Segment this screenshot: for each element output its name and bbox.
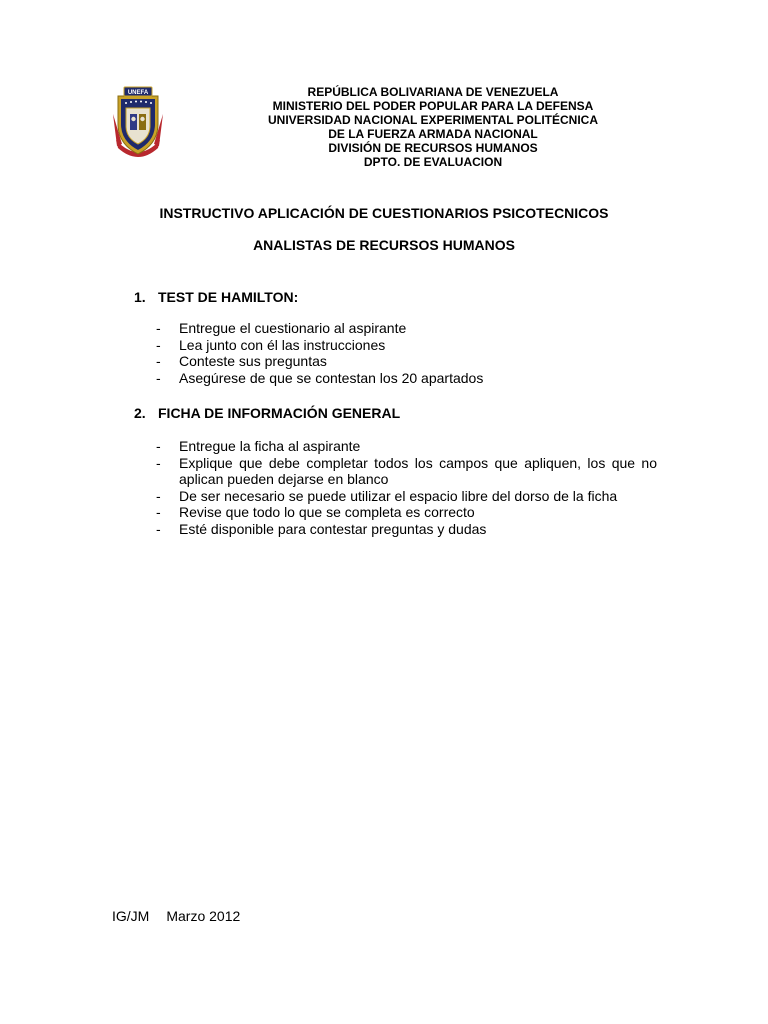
- bullet-dash: -: [156, 520, 161, 537]
- list-item-text: Entregue la ficha al aspirante: [179, 438, 361, 454]
- document-title: INSTRUCTIVO APLICACIÓN DE CUESTIONARIOS PSICOTECNICOS: [159, 205, 609, 221]
- section-title: FICHA DE INFORMACIÓN GENERAL: [158, 405, 401, 421]
- list-item-text: Esté disponible para contestar preguntas y dudas: [179, 520, 487, 537]
- header-line: DPTO. DE EVALUACION: [363, 155, 503, 169]
- footer: [112, 908, 240, 924]
- list-item-text: Entregue el cuestionario al aspirante: [179, 320, 407, 336]
- unefa-seal-logo: [112, 84, 164, 160]
- section-heading-hamilton: [134, 289, 298, 305]
- section-number: 2.: [134, 405, 146, 421]
- header-line: DE LA FUERZA ARMADA NACIONAL: [328, 127, 538, 141]
- list-item: [156, 438, 657, 455]
- bullet-dash: -: [156, 438, 161, 454]
- bullet-dash: -: [156, 353, 161, 370]
- list-item: [156, 521, 657, 538]
- list-item: [156, 488, 657, 505]
- footer-date: Marzo 2012: [166, 908, 241, 924]
- bullet-dash: -: [156, 369, 161, 386]
- list-item: [156, 353, 657, 370]
- list-item-text: Conteste sus preguntas: [179, 353, 327, 370]
- document-subtitle: ANALISTAS DE RECURSOS HUMANOS: [253, 237, 515, 253]
- bullet-dash: -: [156, 504, 161, 521]
- ficha-instructions-list: [156, 438, 657, 538]
- logo-lettering: UNEFA: [127, 90, 149, 96]
- section-title: TEST DE HAMILTON:: [158, 289, 299, 305]
- header-line: REPÚBLICA BOLIVARIANA DE VENEZUELA: [307, 85, 559, 99]
- institution-header: [200, 85, 666, 169]
- list-item: [156, 337, 657, 354]
- bullet-dash: -: [156, 320, 161, 336]
- bullet-dash: -: [156, 336, 161, 353]
- footer-initials: IG/JM: [112, 908, 150, 924]
- header-line: UNIVERSIDAD NACIONAL EXPERIMENTAL POLITÉCNICA: [267, 113, 599, 127]
- header-line: MINISTERIO DEL PODER POPULAR PARA LA DEFENSA: [272, 99, 594, 113]
- list-item-text: Asegúrese de que se contestan los 20 apartados: [179, 369, 484, 386]
- header-line: DIVISIÓN DE RECURSOS HUMANOS: [328, 141, 538, 155]
- list-item-text: Lea junto con él las instrucciones: [179, 336, 386, 353]
- list-item: [156, 370, 657, 387]
- bullet-dash: -: [156, 454, 161, 471]
- list-item-text: Explique que debe completar todos los campos que apliquen, los que no aplican pueden dejarse en blanco: [179, 454, 657, 488]
- bullet-dash: -: [156, 487, 161, 504]
- list-item-text: Revise que todo lo que se completa es correcto: [179, 504, 475, 521]
- list-item: [156, 455, 657, 488]
- list-item-text: De ser necesario se puede utilizar el espacio libre del dorso de la ficha: [179, 487, 618, 504]
- list-item: [156, 504, 657, 521]
- section-heading-ficha: [134, 405, 400, 421]
- section-number: 1.: [134, 289, 146, 305]
- list-item: [156, 320, 657, 337]
- hamilton-instructions-list: [156, 320, 657, 386]
